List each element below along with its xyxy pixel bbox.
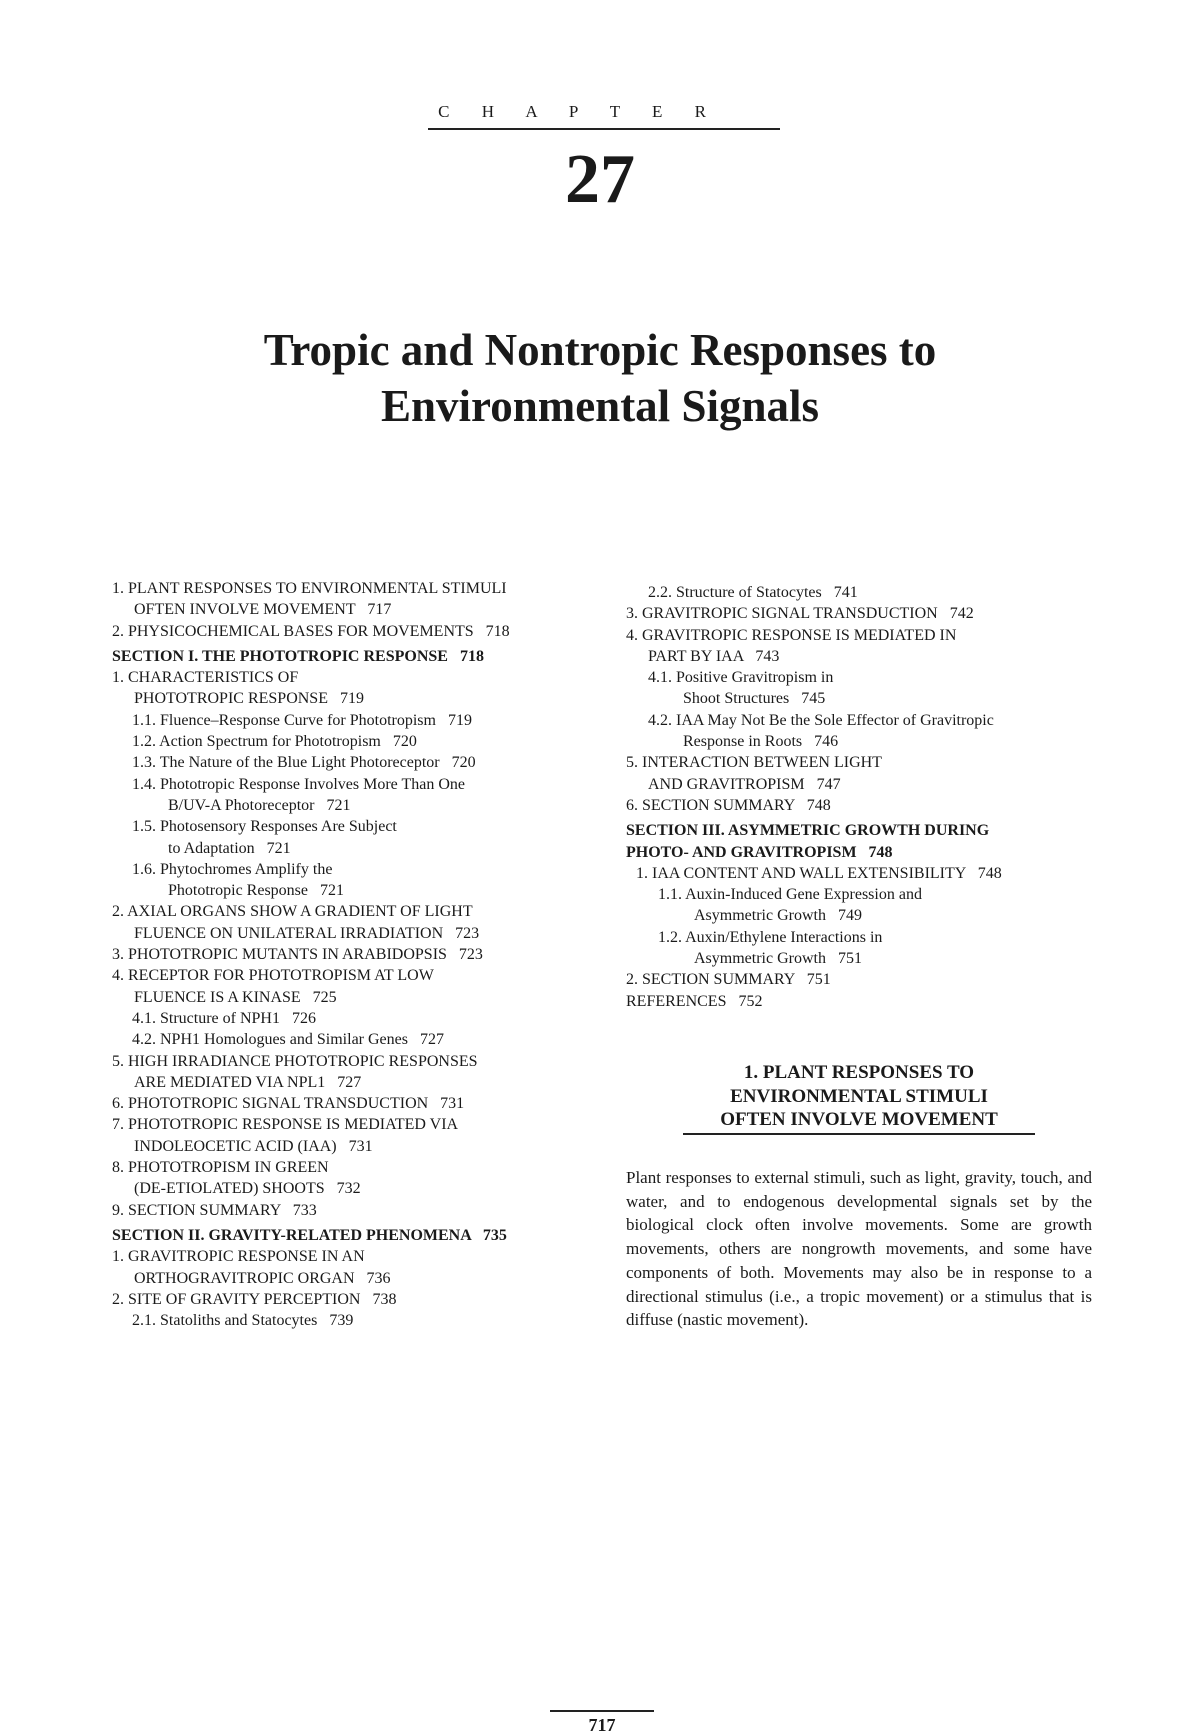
toc-entry: ORTHOGRAVITROPIC ORGAN 736: [134, 1269, 391, 1287]
toc-entry: Phototropic Response 721: [168, 882, 344, 900]
toc-entry: 5. HIGH IRRADIANCE PHOTOTROPIC RESPONSES: [112, 1052, 478, 1070]
toc-entry: 1.1. Fluence–Response Curve for Phototropism 719: [132, 711, 472, 729]
toc-entry: REFERENCES 752: [626, 992, 763, 1010]
toc-entry: 3. PHOTOTROPIC MUTANTS IN ARABIDOPSIS 723: [112, 946, 483, 964]
toc-entry: 4.2. NPH1 Homologues and Similar Genes 727: [132, 1031, 444, 1049]
toc-entry: Asymmetric Growth 751: [694, 950, 862, 968]
chapter-rule: [428, 128, 780, 130]
toc-entry: FLUENCE ON UNILATERAL IRRADIATION 723: [134, 924, 480, 942]
toc-entry: 9. SECTION SUMMARY 733: [112, 1201, 317, 1219]
toc-entry: 7. PHOTOTROPIC RESPONSE IS MEDIATED VIA: [112, 1116, 459, 1134]
toc-section-heading: SECTION I. THE PHOTOTROPIC RESPONSE 718: [112, 647, 484, 665]
toc-entry: 1. CHARACTERISTICS OF: [112, 669, 299, 687]
chapter-label: C H A P T E R: [438, 102, 720, 121]
toc-entry: 4. RECEPTOR FOR PHOTOTROPISM AT LOW: [112, 967, 434, 985]
toc-entry: 1.1. Auxin-Induced Gene Expression and: [658, 886, 922, 904]
chapter-title: [0, 322, 1200, 434]
toc-entry: 1.6. Phytochromes Amplify the: [132, 860, 333, 878]
toc-entry: 3. GRAVITROPIC SIGNAL TRANSDUCTION 742: [626, 605, 974, 623]
toc-section-heading: PHOTO- AND GRAVITROPISM 748: [626, 843, 893, 861]
toc-entry: 1.2. Action Spectrum for Phototropism 720: [132, 733, 417, 751]
toc-entry: ARE MEDIATED VIA NPL1 727: [134, 1073, 362, 1091]
toc-right-column: [626, 582, 1071, 1012]
section-rule: [683, 1133, 1035, 1135]
toc-left-column: [112, 578, 582, 1331]
toc-entry: 8. PHOTOTROPISM IN GREEN: [112, 1159, 329, 1177]
toc-entry: 1.2. Auxin/Ethylene Interactions in: [658, 928, 883, 946]
toc-entry: PART BY IAA 743: [648, 647, 780, 665]
toc-entry: INDOLEOCETIC ACID (IAA) 731: [134, 1137, 373, 1155]
toc-entry: 2. SECTION SUMMARY 751: [626, 971, 831, 989]
section-heading-line-2: ENVIRONMENTAL STIMULI: [730, 1085, 988, 1107]
toc-entry: PHOTOTROPIC RESPONSE 719: [134, 690, 364, 708]
toc-section-heading: SECTION II. GRAVITY-RELATED PHENOMENA 735: [112, 1226, 507, 1244]
toc-entry: Response in Roots 746: [683, 733, 839, 751]
body-paragraph: Plant responses to external stimuli, such as light, gravity, touch, and water, and to endogenous developmental signals set by the biological clock often involve movements. Some are growth movements, others are nongrowth movements, and some have components of both. Movements may also be in response to a directional stimulus (i.e., a tropic movement) or a stimulus that is diffuse (nastic movement).: [626, 1168, 1092, 1330]
toc-entry: 6. PHOTOTROPIC SIGNAL TRANSDUCTION 731: [112, 1095, 465, 1113]
toc-entry: 2. SITE OF GRAVITY PERCEPTION 738: [112, 1290, 397, 1308]
toc-entry: 4.1. Structure of NPH1 726: [132, 1009, 316, 1027]
toc-entry: 1.5. Photosensory Responses Are Subject: [132, 818, 397, 836]
section-heading-line-3: OFTEN INVOLVE MOVEMENT: [720, 1109, 998, 1130]
toc-entry: 4.2. IAA May Not Be the Sole Effector of Gravitropic: [648, 711, 994, 729]
toc-entry: (DE-ETIOLATED) SHOOTS 732: [134, 1180, 361, 1198]
toc-entry: 1. GRAVITROPIC RESPONSE IN AN: [112, 1248, 365, 1266]
chapter-title-line-2: Environmental Signals: [380, 381, 820, 431]
toc-entry: Asymmetric Growth 749: [694, 907, 862, 925]
toc-entry: 1. IAA CONTENT AND WALL EXTENSIBILITY 748: [636, 864, 1002, 882]
toc-entry: 2.1. Statoliths and Statocytes 739: [132, 1312, 354, 1330]
toc-entry: AND GRAVITROPISM 747: [648, 775, 841, 793]
toc-entry: 6. SECTION SUMMARY 748: [626, 796, 831, 814]
toc-entry: B/UV-A Photoreceptor 721: [168, 796, 351, 814]
section-heading-line-1: 1. PLANT RESPONSES TO: [743, 1062, 975, 1083]
toc-entry: 4. GRAVITROPIC RESPONSE IS MEDIATED IN: [626, 626, 957, 644]
chapter-title-line-1: Tropic and Nontropic Responses to: [263, 325, 937, 375]
toc-entry: 1. PLANT RESPONSES TO ENVIRONMENTAL STIMULI: [112, 580, 507, 597]
toc-entry: OFTEN INVOLVE MOVEMENT 717: [134, 601, 392, 619]
toc-entry: FLUENCE IS A KINASE 725: [134, 988, 337, 1006]
chapter-header: [428, 100, 780, 124]
section-heading: [683, 1061, 1035, 1132]
folio-rule: [550, 1710, 654, 1712]
chapter-number: 27: [565, 141, 635, 218]
toc-entry: 4.1. Positive Gravitropism in: [648, 669, 834, 687]
toc-entry: 2.2. Structure of Statocytes 741: [648, 584, 858, 601]
toc-entry: 1.4. Phototropic Response Involves More Than One: [132, 775, 465, 793]
page-number: 717: [588, 1715, 616, 1735]
toc-entry: Shoot Structures 745: [683, 690, 826, 708]
toc-entry: 2. PHYSICOCHEMICAL BASES FOR MOVEMENTS 718: [112, 622, 510, 640]
toc-entry: 2. AXIAL ORGANS SHOW A GRADIENT OF LIGHT: [112, 903, 473, 921]
toc-entry: 5. INTERACTION BETWEEN LIGHT: [626, 754, 882, 772]
toc-entry: to Adaptation 721: [168, 839, 291, 857]
toc-section-heading: SECTION III. ASYMMETRIC GROWTH DURING: [626, 822, 990, 840]
toc-entry: 1.3. The Nature of the Blue Light Photoreceptor 720: [132, 754, 476, 772]
